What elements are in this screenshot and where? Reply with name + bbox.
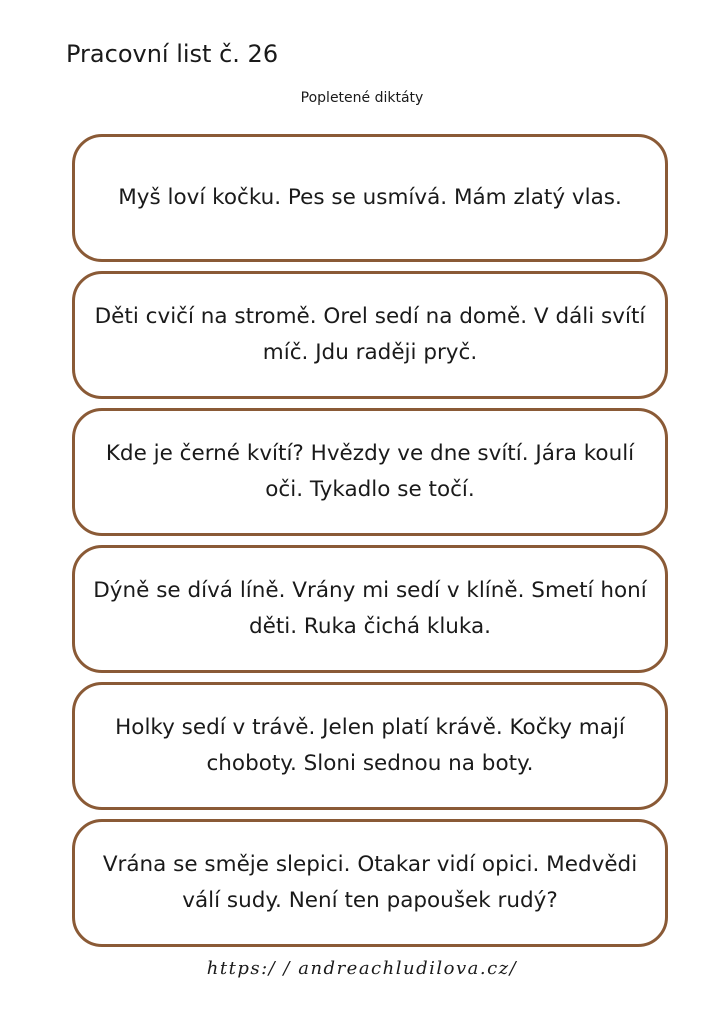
footer-url: https:/ / andreachludilova.cz/ <box>206 958 518 979</box>
dictation-card-4: Dýně se dívá líně. Vrány mi sedí v klíně. Smetí honí děti. Ruka čichá kluka. <box>72 545 668 673</box>
dictation-card-6: Vrána se směje slepici. Otakar vidí opici. Medvědi válí sudy. Není ten papoušek rudý? <box>72 819 668 947</box>
dictation-card-1: Myš loví kočku. Pes se usmívá. Mám zlatý vlas. <box>72 134 668 262</box>
page-title: Pracovní list č. 26 <box>66 40 279 68</box>
dictation-card-3: Kde je černé kvítí? Hvězdy ve dne svítí. Jára koulí oči. Tykadlo se točí. <box>72 408 668 536</box>
page-subtitle: Popletené diktáty <box>300 90 424 106</box>
dictation-card-5: Holky sedí v trávě. Jelen platí krávě. Kočky mají choboty. Sloni sednou na boty. <box>72 682 668 810</box>
dictation-card-2: Děti cvičí na stromě. Orel sedí na domě. V dáli svítí míč. Jdu raději pryč. <box>72 271 668 399</box>
dictation-card-list <box>72 134 668 956</box>
